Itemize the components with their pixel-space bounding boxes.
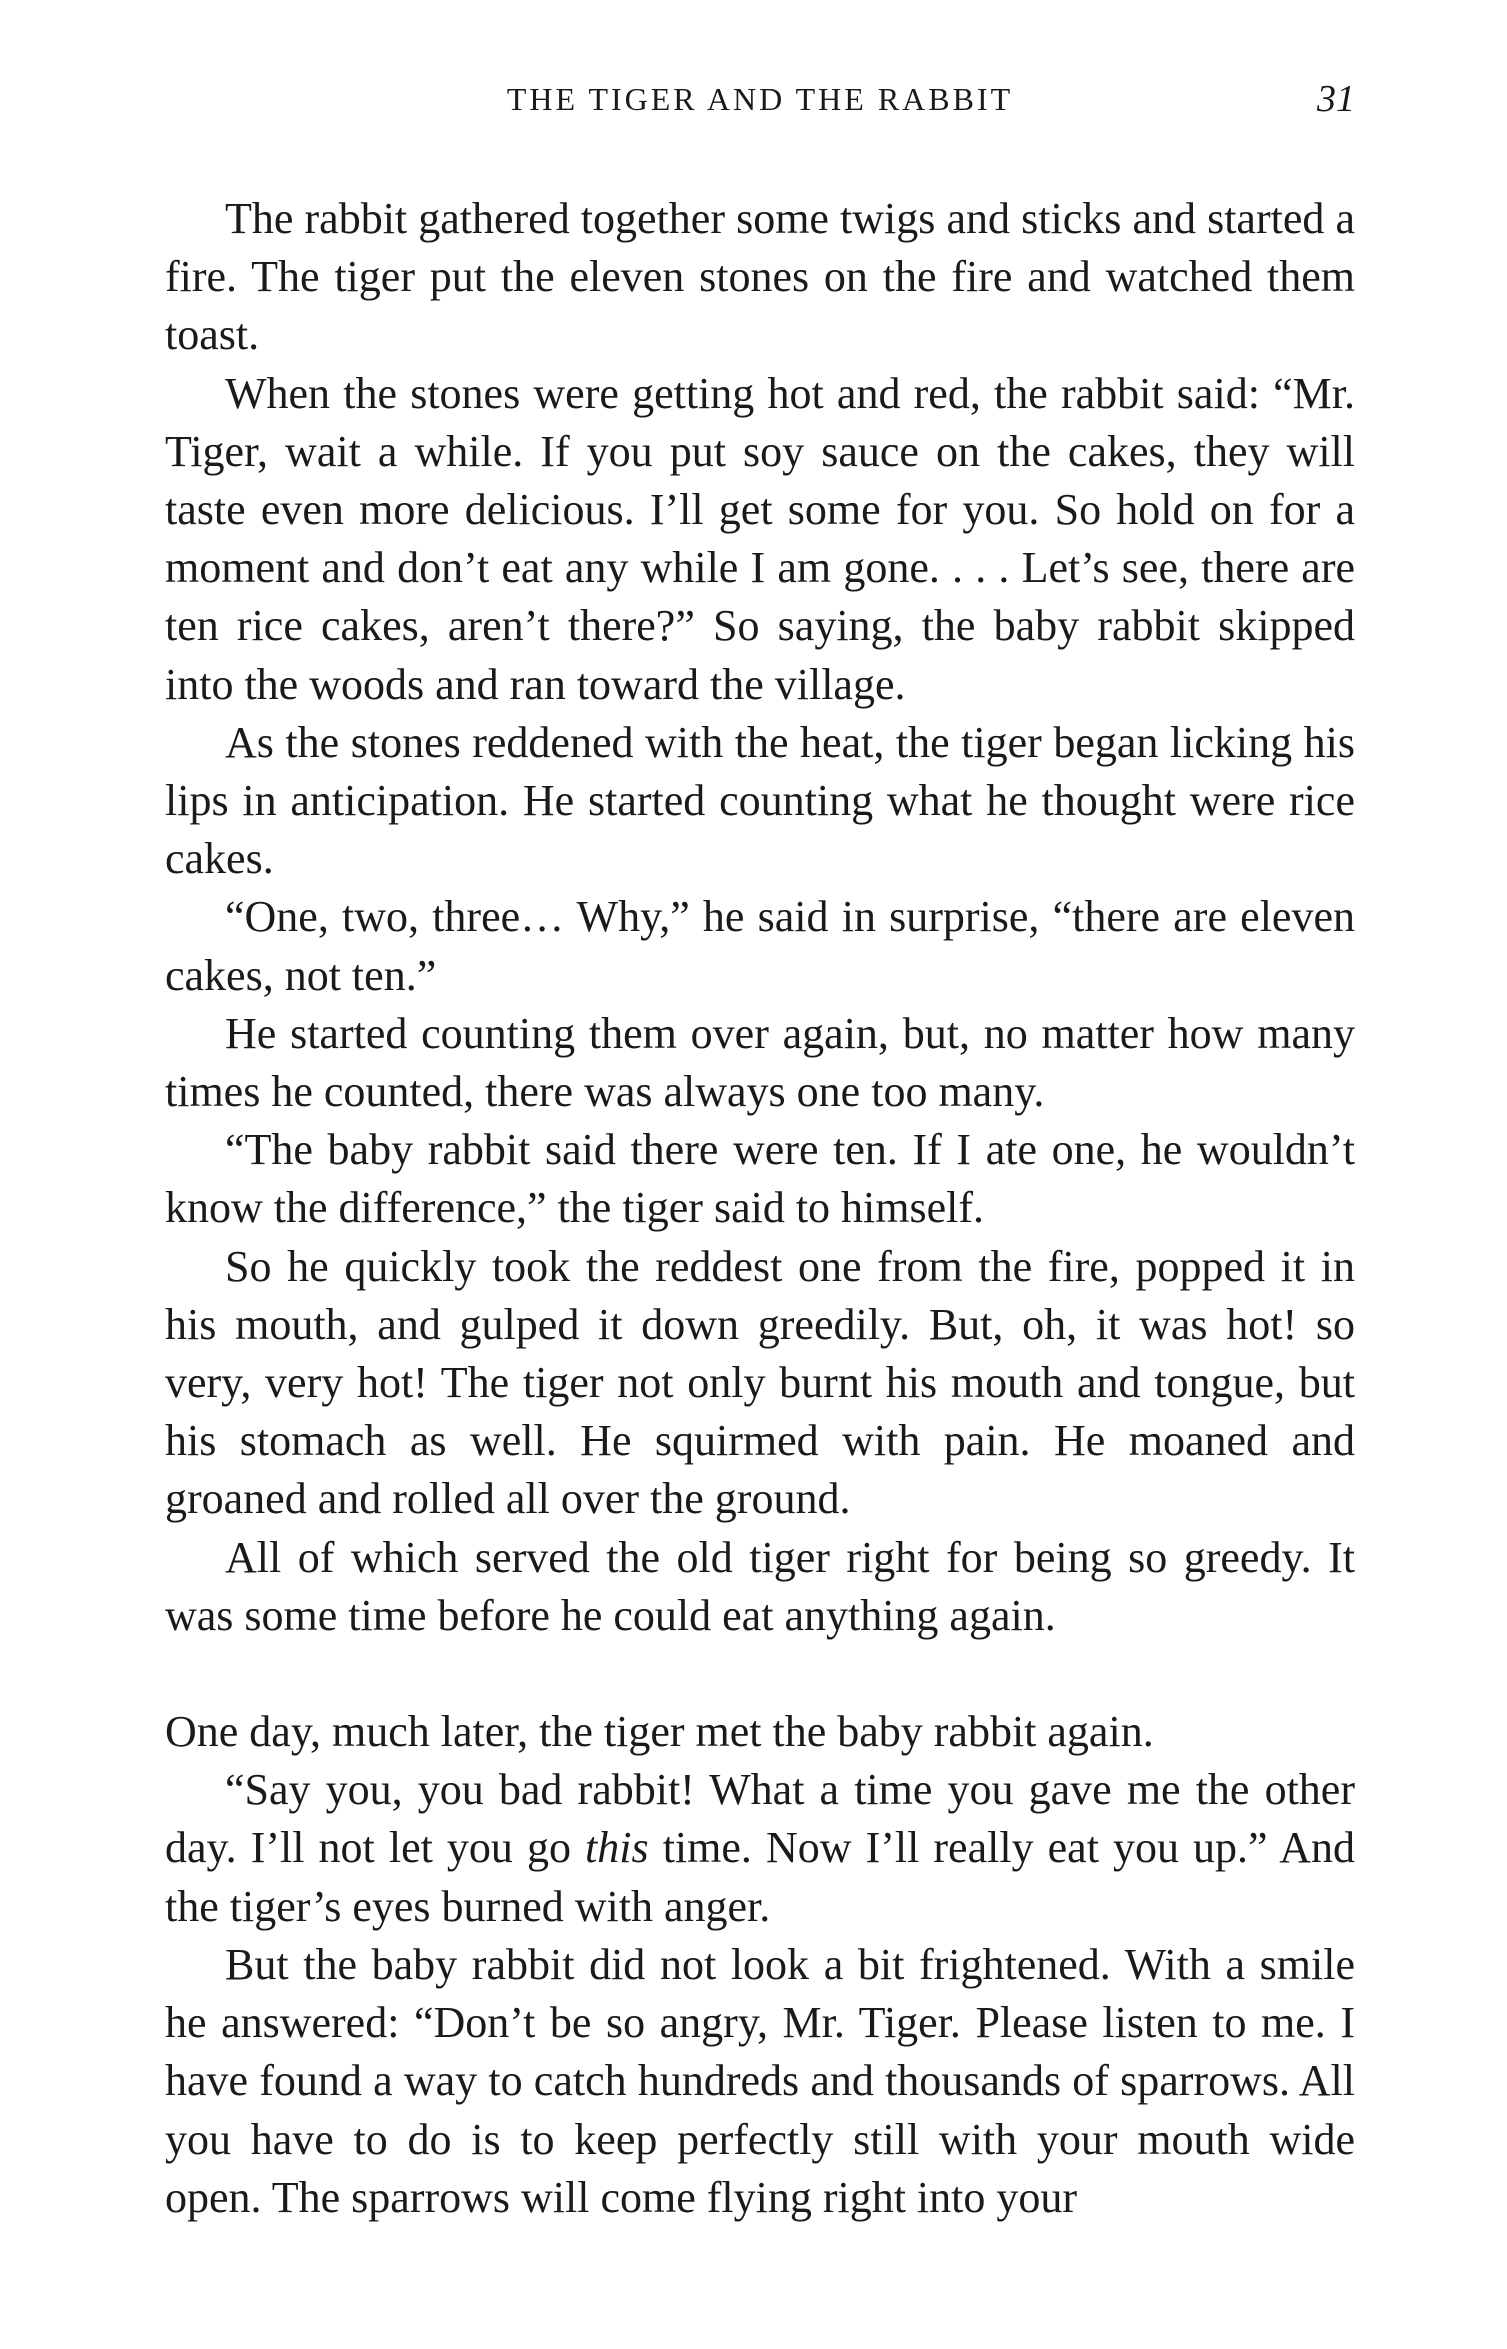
paragraph [165,1761,1355,1936]
paragraph: “One, two, three… Why,” he said in surprise, “there are eleven cakes, not ten.” [165,892,1355,1000]
paragraph: “The baby rabbit said there were ten. If I ate one, he wouldn’t know the difference,” the tiger said to himself. [165,1125,1355,1233]
section-opening-paragraph: One day, much later, the tiger met the baby rabbit again. [165,1707,1154,1757]
running-title: THE TIGER AND THE RABBIT [506,81,1014,117]
page-number: 31 [1317,78,1355,120]
paragraph: So he quickly took the reddest one from the fire, popped it in his mouth, and gulped it down greedily. But, oh, it was hot! so very, very hot! The tiger not only burnt his mouth and tongue, but his stomach as well. He squirmed with pain. He moaned and groaned and rolled all over the ground. [165,1241,1355,1524]
paragraph-text-after: time. Now I’ll really eat you up.” And the tiger’s eyes burned with anger. [165,1823,1355,1931]
paragraph: But the baby rabbit did not look a bit frightened. With a smile he answered: “Don’t be so angry, Mr. Tiger. Please listen to me. I have found a way to catch hundreds and thousands of sparrows. All you have to do is to keep perfectly still with your mouth wide open. The sparrows will come flying right into your [165,1939,1355,2222]
emphasized-word: this [585,1823,649,1873]
paragraph-text-before: “Say you, you bad rabbit! What a time you gave me the other day. I’ll not let you go [165,1765,1355,1873]
running-head [165,74,1355,124]
paragraph: As the stones reddened with the heat, the tiger began licking his lips in anticipation. He started counting what he thought were rice cakes. [165,717,1355,884]
paragraph: The rabbit gathered together some twigs and sticks and started a fire. The tiger put the eleven stones on the fire and watched them toast. [165,194,1355,360]
paragraph: When the stones were getting hot and red, the rabbit said: “Mr. Tiger, wait a while. If you put soy sauce on the cakes, they will taste even more delicious. I’ll get some for you. So hold on for a moment and don’t eat any while I am gone. . . . Let’s see, there are ten rice cakes, aren’t there?” So saying, the baby rabbit skipped into the woods and ran toward the village. [165,368,1355,709]
paragraph: All of which served the old tiger right for being so greedy. It was some time before he could eat anything again. [165,1532,1355,1640]
body-text [165,190,1355,2227]
paragraph: He started counting them over again, but, no matter how many times he counted, there was always one too many. [165,1008,1355,1117]
